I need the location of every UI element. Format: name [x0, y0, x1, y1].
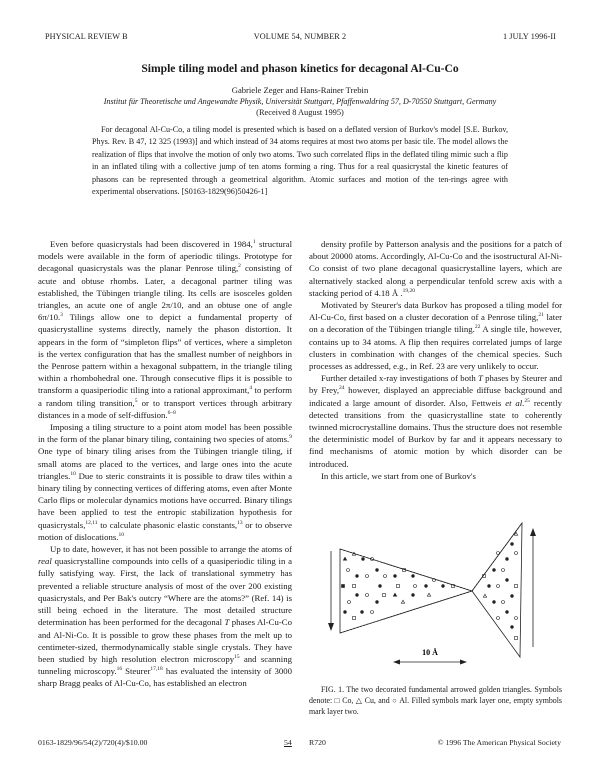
atom-al-empty — [502, 569, 505, 572]
journal-name: PHYSICAL REVIEW B — [45, 32, 128, 41]
paragraph — [309, 299, 562, 372]
issue-date: 1 JULY 1996-II — [502, 32, 556, 41]
footer-volume: 54 — [284, 738, 292, 747]
reference-superscript: 4 — [249, 385, 253, 392]
atom-al-empty — [515, 552, 518, 555]
figure-caption: FIG. 1. The two decorated fundamental arrowed golden triangles. Symbols denote: □ Co, △ Cu, and ○ Al. Filled symbols mark layer one, empty symbols mark layer two. — [309, 685, 562, 716]
atom-al-filled — [511, 626, 514, 629]
page-number: R720 — [309, 738, 326, 747]
atom-cu — [393, 593, 396, 596]
atom-co — [515, 585, 518, 588]
italic-text: T — [224, 617, 230, 628]
reference-superscript: 17,18 — [150, 666, 163, 673]
body-right-column — [309, 238, 562, 482]
text-run: to perform a random tiling transition, — [38, 385, 292, 408]
text-run: density profile by Patterson analysis and the positions for a patch of about 20000 atoms. Accordingly, Al-Cu-Co and the isostructural Al-Ni-Co consist of two plane decagonal quasicrystalline layers, which are alternatively stacked along a perpendicular tenfold screw axis with a stacking period of 4.18 Å . — [309, 239, 562, 298]
reference-superscript: 19,20 — [402, 287, 415, 294]
paragraph — [309, 470, 562, 482]
italic-text: et al. — [505, 397, 525, 408]
authors: Gabriele Zeger and Hans-Rainer Trebin — [231, 85, 369, 95]
text-run: Up to date, however, it has not been possible to arrange the atoms of — [50, 544, 292, 555]
text-run: Imposing a tiling structure to a point atom model has been possible in the form of the planar binary tiling, containing two species of atoms. — [38, 422, 292, 445]
atom-al-filled — [394, 575, 397, 578]
paragraph — [309, 238, 562, 299]
italic-text: T — [478, 373, 483, 384]
text-run: recently detected transitions from the quasicrystalline state to coherently twinned microcrystalline domains. Thus the structure does not resemble the deterministic model of Burkov by far and it appears necessary to find mechanisms of atomic motion by which disorder can be introduced. — [309, 397, 562, 469]
atom-al-filled — [356, 594, 359, 597]
reference-superscript: 3 — [60, 312, 63, 319]
reference-superscript: 1 — [252, 239, 256, 245]
reference-superscript: 13 — [237, 519, 243, 526]
atom-al-filled — [362, 558, 365, 561]
copyright: © 1996 The American Physical Society — [437, 738, 561, 747]
paragraph — [38, 421, 292, 543]
reference-superscript: 15 — [234, 653, 240, 660]
text-run: In this article, we start from one of Burkov's — [321, 470, 476, 481]
reference-superscript: 10 — [70, 470, 76, 477]
atom-al-filled — [493, 601, 496, 604]
text-run: or to transport vertices through arbitrary distances in a mode of self-diffusion. — [38, 397, 292, 420]
text-run: Even before quasicrystals had been discovered in 1984, — [50, 239, 253, 249]
paper-title: Simple tiling model and phason kinetics for decagonal Al-Cu-Co — [141, 62, 459, 75]
text-run: Due to steric constraints it is possible to draw tiles within a binary tiling by connecting vertices of differing atoms, even after Monte Carlo flips or molecular dynamics motions have occurred. Binary tilings have been applied to test the entropic stabilization hypothesis for quasicrystals, — [38, 470, 292, 530]
received-date: (Received 8 August 1995) — [256, 108, 344, 117]
text-run: and scanning tunneling microscopy. — [38, 653, 292, 677]
atom-al-filled — [344, 611, 347, 614]
left-triangle — [340, 549, 472, 633]
footer-code: 0163-1829/96/54(2)/720(4)/$10.00 — [38, 738, 148, 747]
text-run: to calculate phasonic elastic constants, — [97, 519, 238, 530]
text-run: later on a decoration of the Tübingen triangle tiling. — [309, 312, 562, 335]
atom-al-empty — [414, 585, 417, 588]
atom-al-filled — [356, 575, 359, 578]
reference-superscript: 10 — [118, 531, 124, 538]
text-run: consisting of acute and obtuse rhombs. Later, a decagonal partner tiling was established, the Tübingen triangle tiling. Its cells are isosceles golden triangles, an acute one of angle 2π/10, and an obtuse one of angle 6π/10. — [38, 263, 292, 323]
text-run: Steurer — [122, 666, 151, 677]
atom-al-empty — [347, 569, 350, 572]
atom-al-empty — [348, 601, 351, 604]
atom-al-filled — [511, 543, 514, 546]
atom-co — [397, 585, 400, 588]
reference-superscript: 6–8 — [167, 409, 176, 416]
atom-cu — [483, 594, 486, 597]
atom-co — [342, 585, 345, 588]
atom-co — [353, 617, 356, 620]
italic-text: real — [38, 556, 52, 567]
reference-superscript: 5 — [134, 397, 138, 404]
atom-al-filled — [442, 585, 445, 588]
atom-cu — [343, 557, 346, 560]
abstract: For decagonal Al-Cu-Co, a tiling model is presented which is based on a deflated version of Burkov's model [S.E. Burkov, Phys. Rev. B 47, 12 325 (1993)] and which instead of 34 atoms requires at most two atoms per basic tile. The model allows the realization of flips that involve the motion of only two atoms. Two such correlated flips in the deflated tiling mimic such a flip in an inflated tiling with a collective jump of ten atoms forming a ring. Thus for a real quasicrystal the kinetic features of phasons can be represented through a geometrical algorithm. Atomic surfaces and motion of the ten-rings agree with experimental observations. [S0163-1829(96)50426-1] — [92, 125, 508, 197]
atom-al-filled — [511, 595, 514, 598]
text-run: however, displayed an appreciable diffuse background and indicated a large amount of disorder. Also, Fettweis — [309, 385, 562, 408]
reference-superscript: 24 — [339, 385, 345, 392]
reference-superscript: 12,11 — [85, 519, 98, 526]
text-run: phases Al-Cu-Co and Al-Ni-Co. It is possible to grow these phases from the melt up to centimeter-sized, thermodynamically stable single crystals. They have been studied by high resolution electron microscopy — [38, 617, 292, 664]
reference-superscript: 25 — [524, 397, 530, 404]
atom-co — [383, 594, 386, 597]
atom-al-filled — [412, 575, 415, 578]
text-run: quasicrystalline compounds into cells of a quasiperiodic tiling in a fully satisfying way. First, the lack of translational symmetry has prevented a reliable structure analysis of most of the over 200 existing quasicrystals, and Per Bak's outcry “Where are the atoms?” (Ref. 14) is still being echoed in the literature. The most detailed structure determination has been performed for the decagonal — [38, 556, 292, 628]
atom-co — [353, 585, 356, 588]
text-run: phases by Steurer and by Frey, — [309, 373, 562, 396]
reference-superscript: 21 — [538, 312, 544, 319]
text-run: Tilings allow one to depict a fundamental property of quasicrystalline systems directly, namely the phason distortion. It appears in the form of “simpleton flips” of vertices, where a simpleton is the vertex configuration that has the smallest number of neighbors in the Penrose pattern within a hexagonal subpattern, in the triangle tiling within a rhombohedral one. Through consecutive flips it is possible to transform a quasiperiodic tiling into a rational approximant, — [38, 312, 292, 396]
text-run: A single tile, however, contains up to 34 atoms. A flip then requires correlated jumps of large clusters in combination with changes of the chemical species. Such processes as addressed, e.g., in Ref. 23 are very unlikely to occur. — [309, 324, 562, 372]
atom-al-filled — [506, 611, 509, 614]
atom-al-filled — [493, 569, 496, 572]
figure-1-diagram — [300, 515, 580, 675]
atom-al-filled — [376, 569, 379, 572]
affiliation: Institut für Theoretische und Angewandte Physik, Universität Stuttgart, Pfaffenwaldring 57, D-70550 Stuttgart, Germany — [103, 97, 497, 106]
atom-co — [515, 637, 518, 640]
atom-al-filled — [361, 611, 364, 614]
text-run: Motivated by Steurer's data Burkov has proposed a tiling model for Al-Cu-Co, first based on a cluster decoration of a Penrose tiling, — [309, 300, 562, 323]
atom-al-empty — [371, 611, 374, 614]
atom-al-filled — [488, 585, 491, 588]
atom-al-filled — [412, 594, 415, 597]
text-run: structural models were available in the form of aperiodic tilings. Prototype for decagonal quasicrystals was the planar Penrose tiling, — [38, 239, 292, 274]
reference-superscript: 2 — [238, 263, 241, 270]
atom-al-filled — [379, 585, 382, 588]
atom-al-empty — [497, 552, 500, 555]
atom-cu — [401, 600, 404, 603]
atom-al-empty — [497, 617, 500, 620]
atom-al-filled — [506, 558, 509, 561]
figure-1 — [300, 515, 580, 675]
atom-al-empty — [366, 575, 369, 578]
paragraph — [38, 543, 292, 689]
atom-al-empty — [384, 575, 387, 578]
text-run: Further detailed x-ray investigations of both — [321, 373, 479, 384]
reference-superscript: 22 — [474, 324, 481, 331]
atom-symbols — [342, 532, 518, 639]
text-run: has evaluated the intensity of 3000 sharp Bragg peaks of Al-Cu-Co, has established an electron — [38, 666, 292, 689]
scale-label: 10 Å — [422, 648, 438, 657]
reference-superscript: 16 — [116, 666, 123, 673]
atom-al-filled — [506, 579, 509, 582]
atom-al-empty — [515, 617, 518, 620]
atom-al-empty — [366, 594, 369, 597]
paragraph — [38, 238, 292, 421]
atom-al-empty — [502, 601, 505, 604]
reference-superscript: 9 — [289, 434, 292, 441]
paragraph — [309, 372, 562, 470]
volume-number: VOLUME 54, NUMBER 2 — [253, 32, 347, 41]
atom-al-empty — [497, 585, 500, 588]
text-run: or to observe motion of dislocations. — [38, 519, 292, 542]
body-left-column — [38, 238, 292, 690]
atom-cu — [427, 593, 430, 596]
text-run: One type of binary tiling arises from the Tübingen triangle tiling, if small atoms are placed to the vertices, and large ones into the acute triangles. — [38, 446, 292, 481]
atom-al-filled — [376, 601, 379, 604]
atom-al-filled — [425, 585, 428, 588]
